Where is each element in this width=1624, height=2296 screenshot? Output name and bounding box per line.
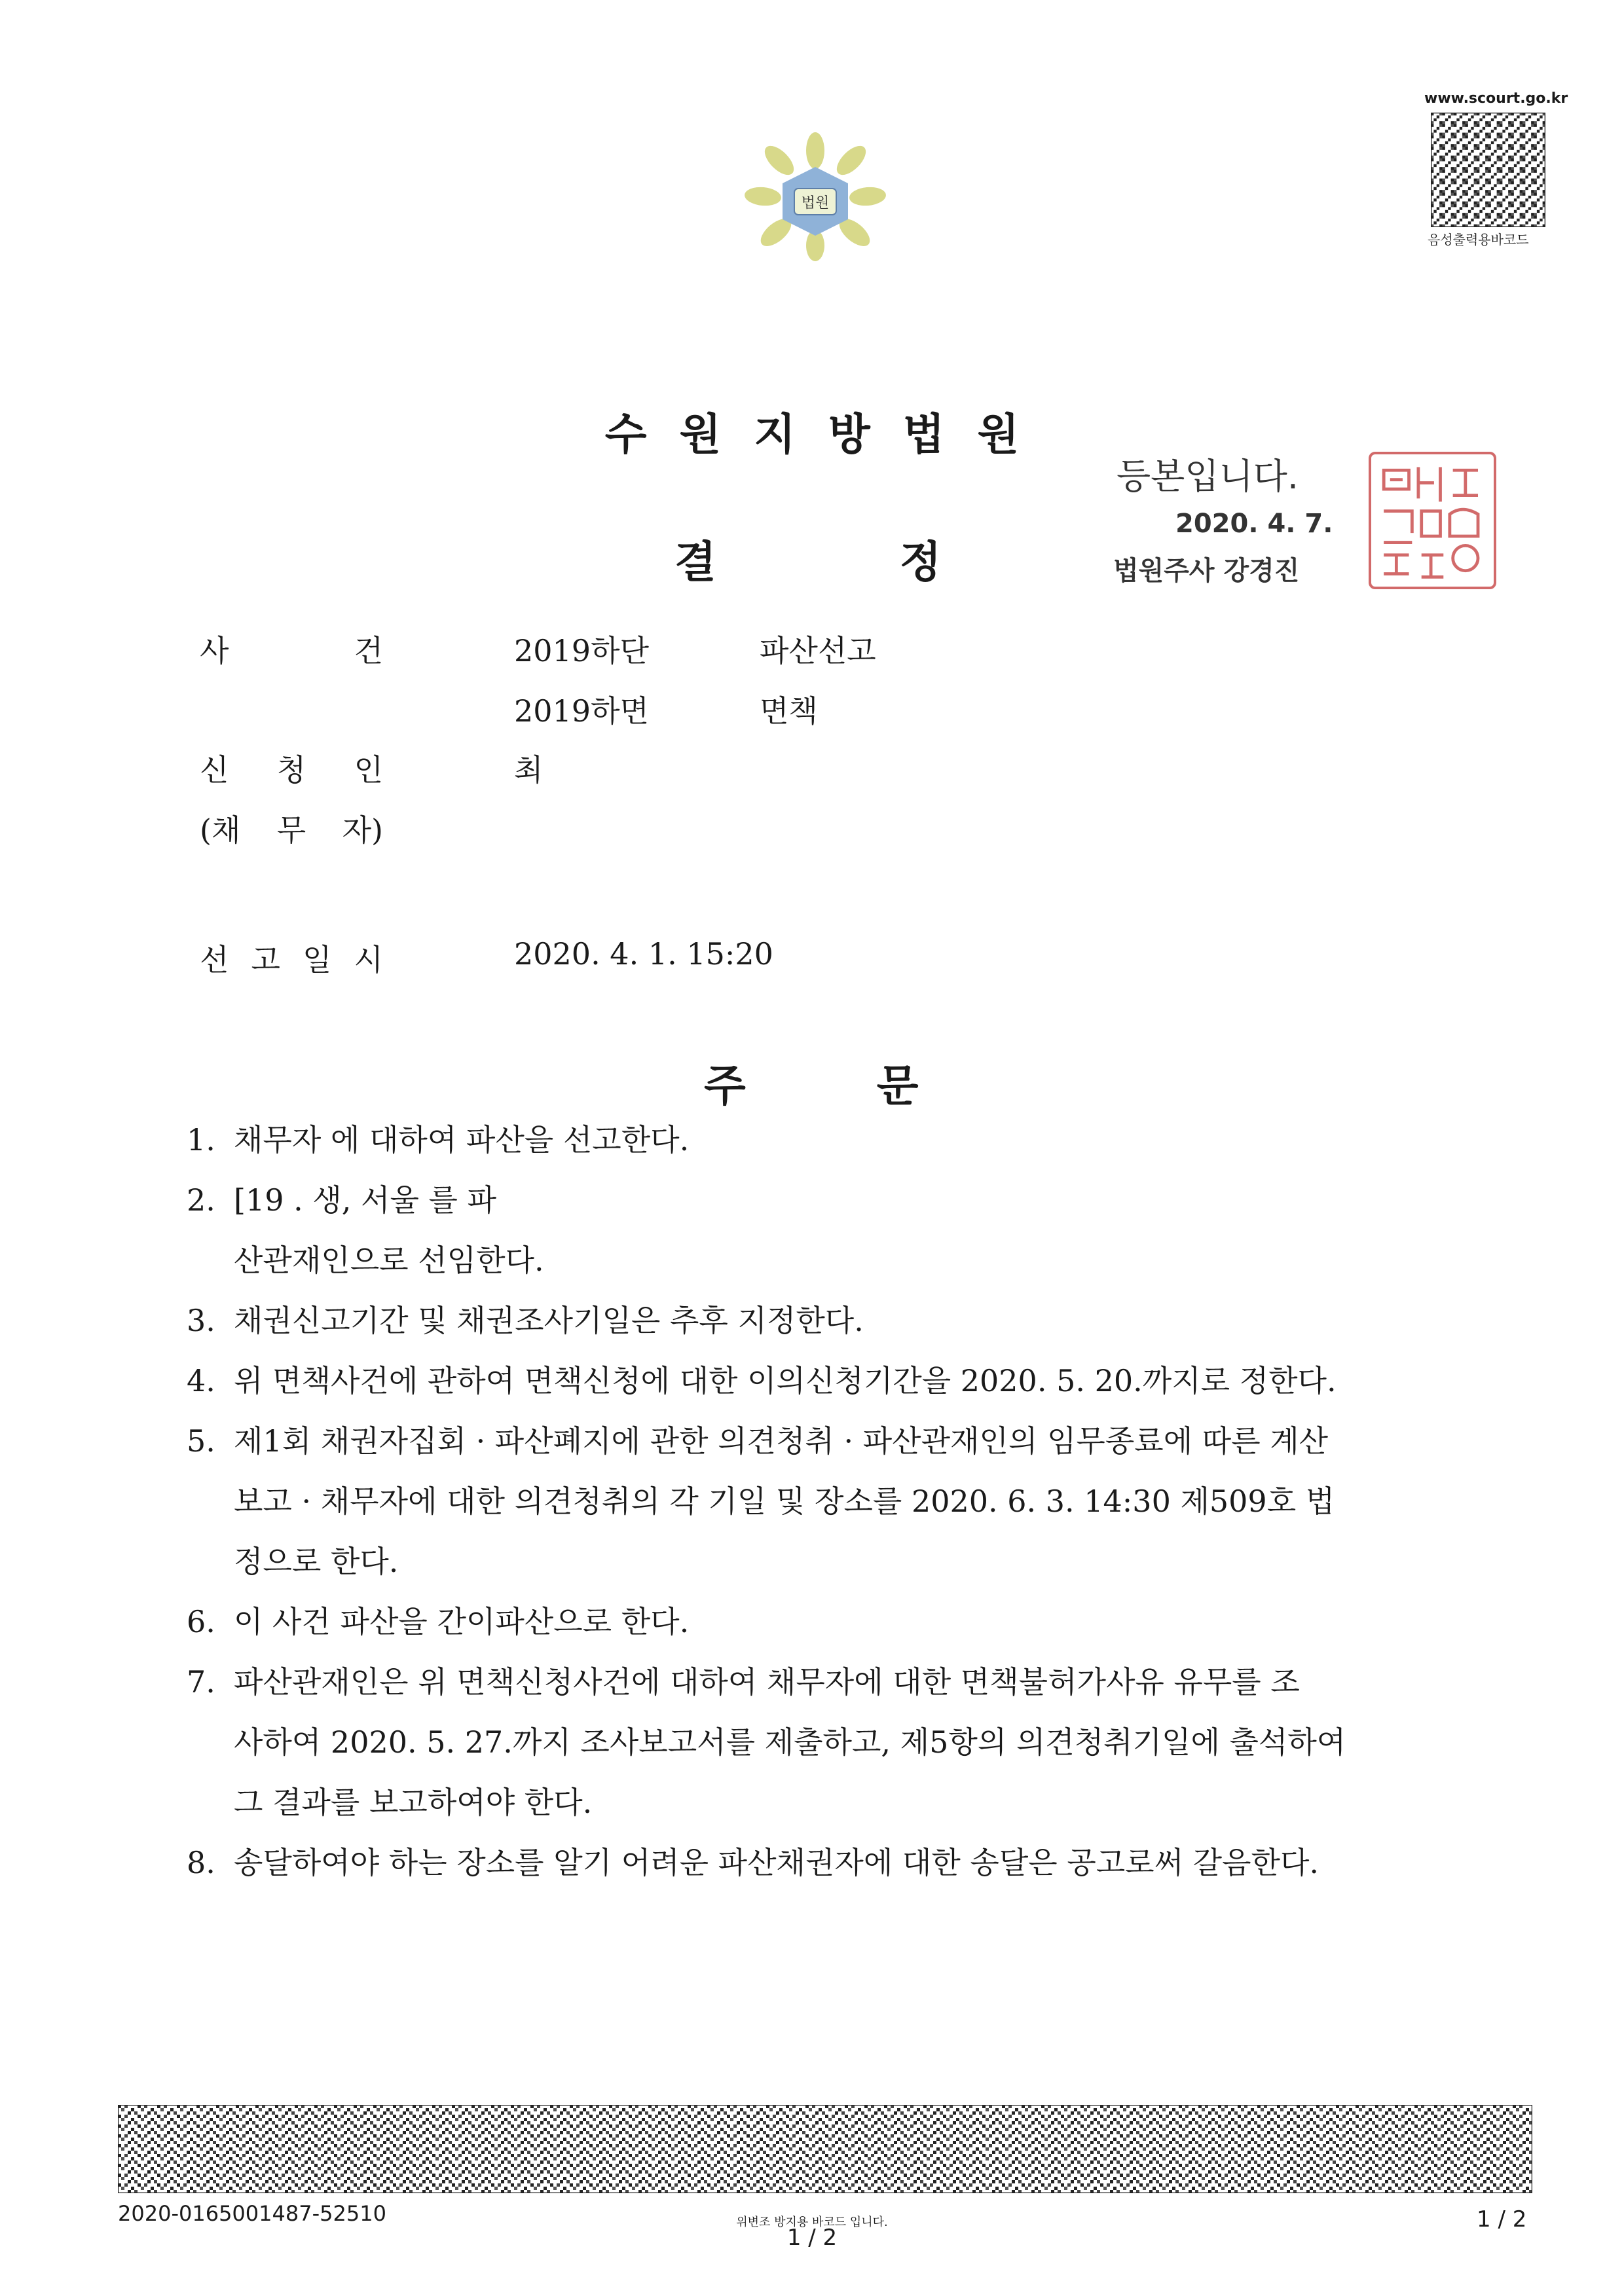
order-heading: 주문: [704, 1060, 1050, 1111]
barcode-note: 위변조 방지용 바코드 입니다.: [736, 2215, 888, 2229]
order-item-3: [187, 1290, 1431, 1351]
debtor-label: (채 무 자): [200, 812, 383, 848]
document-id: 2020-0165001487-52510: [118, 2201, 386, 2226]
item-text: 제1회 채권자집회 · 파산폐지에 관한 의견청취 · 파산관재인의 임무종료에 따른 계산: [234, 1423, 1329, 1459]
item-number: 6.: [187, 1604, 215, 1639]
applicant-name: 최: [514, 752, 544, 788]
court-name: 수원지방법원: [604, 409, 1052, 460]
item-number: 1.: [187, 1122, 215, 1157]
official-seal-icon: [1369, 452, 1496, 589]
item-text: 위 면책사건에 관하여 면책신청에 대한 이의신청기간을 2020. 5. 20.까지로 정한다.: [234, 1363, 1337, 1398]
order-item-6: [187, 1592, 1431, 1652]
order-item-7-cont-2: 그 결과를 보고하여야 한다.: [234, 1785, 593, 1820]
item-text: 송달하여야 하는 장소를 알기 어려운 파산채권자에 대한 송달은 공고로써 갈음한다.: [234, 1845, 1320, 1880]
order-item-7-cont-1: 사하여 2020. 5. 27.까지 조사보고서를 제출하고, 제5항의 의견청취기일에 출석하여: [234, 1724, 1346, 1760]
page-number-center: 1 / 2: [786, 2225, 838, 2251]
certification-clerk: 법원주사 강경진: [1113, 556, 1300, 586]
certified-copy-text: 등본입니다.: [1116, 456, 1299, 497]
order-item-8: [187, 1832, 1431, 1893]
voice-barcode-icon: [1431, 113, 1545, 227]
decision-datetime: 2020. 4. 1. 15:20: [514, 936, 773, 972]
court-emblem-icon: [740, 131, 891, 262]
order-item-5-cont-2: 정으로 한다.: [234, 1544, 399, 1579]
page-number-right: 1 / 2: [1477, 2206, 1527, 2232]
item-text: 이 사건 파산을 간이파산으로 한다.: [234, 1604, 690, 1639]
order-item-1: [187, 1110, 1431, 1170]
case-label: 사 건: [200, 633, 383, 668]
item-number: 4.: [187, 1363, 215, 1398]
case-number-2: 2019하면: [514, 693, 649, 729]
item-text: 채무자 에 대하여 파산을 선고한다.: [234, 1122, 690, 1157]
order-item-2-cont: 산관재인으로 선임한다.: [234, 1243, 544, 1278]
emblem-text: 법원: [801, 195, 830, 211]
barcode-caption: 음성출력용바코드: [1428, 232, 1529, 247]
item-number: 5.: [187, 1423, 215, 1459]
item-text: [19 . 생, 서울 를 파: [234, 1182, 497, 1218]
item-number: 7.: [187, 1664, 215, 1700]
certification-date: 2020. 4. 7.: [1175, 509, 1333, 539]
item-number: 8.: [187, 1845, 215, 1880]
document-title: 결정: [674, 536, 1125, 587]
item-text: 채권신고기간 및 채권조사기일은 추후 지정한다.: [234, 1303, 864, 1338]
order-item-5: [187, 1411, 1431, 1471]
order-item-4: [187, 1351, 1431, 1411]
case-type-1: 파산선고: [760, 633, 876, 668]
item-number: 2.: [187, 1182, 215, 1218]
order-item-2: [187, 1170, 1431, 1230]
case-type-2: 면책: [760, 693, 818, 729]
case-number-1: 2019하단: [514, 633, 649, 668]
anti-forgery-barcode-icon: [118, 2105, 1532, 2193]
order-item-7: [187, 1652, 1431, 1712]
item-text: 파산관재인은 위 면책신청사건에 대하여 채무자에 대한 면책불허가사유 유무를 조: [234, 1664, 1300, 1700]
scourt-url: www.scourt.go.kr: [1424, 90, 1568, 107]
order-item-5-cont-1: 보고 · 채무자에 대한 의견청취의 각 기일 및 장소를 2020. 6. 3. 14:30 제509호 법: [234, 1484, 1335, 1519]
date-label: 선 고 일 시: [200, 942, 383, 977]
applicant-label: 신 청 인: [200, 752, 383, 788]
item-number: 3.: [187, 1303, 215, 1338]
